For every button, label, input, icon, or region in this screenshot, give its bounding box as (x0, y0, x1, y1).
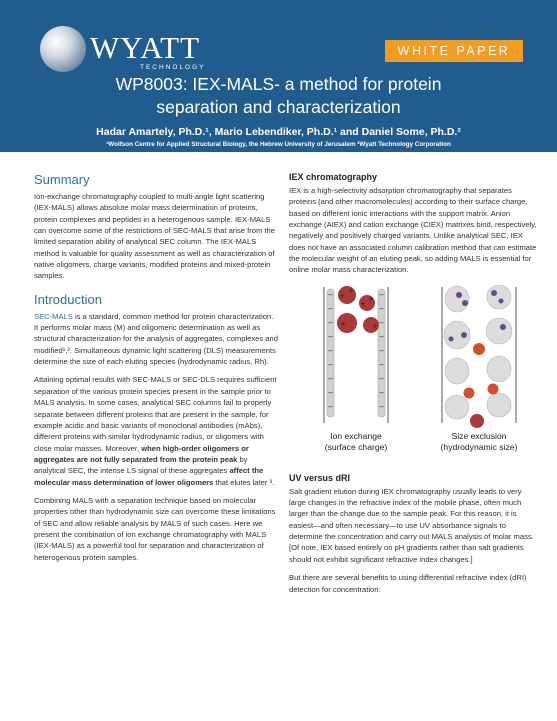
svg-text:−: − (327, 388, 334, 397)
logo-wordmark: WYATT (90, 30, 201, 65)
svg-text:−: − (327, 402, 334, 411)
left-column (34, 172, 279, 570)
logo-subtitle: TECHNOLOGY (140, 64, 206, 71)
size-exclusion-caption-title: Size exclusion (451, 430, 507, 441)
svg-text:+: + (360, 299, 366, 308)
introduction-heading: Introduction (34, 291, 102, 307)
summary-heading: Summary (34, 172, 90, 187)
svg-text:−: − (327, 346, 334, 355)
uv-dri-paragraph-1: Salt gradient elution during IEX chromatography usually leads to very large changes in the refractive index of the mobile phase, often much larger than the change due to the sample peak. For this reason, it is easiest—and often necessary—to use UV absorbance signals to determine the concentration and carry out MALS analysis of molar mass. [Of note, IEX based entirely on pH gradients rather than salt gradients should not exhibit significant refractive index changes.] (289, 486, 534, 564)
white-paper-badge: WHITE PAPER (385, 40, 523, 62)
size-exclusion-column (442, 285, 516, 428)
intro-paragraph-1 (34, 311, 279, 368)
svg-text:+: + (348, 286, 354, 295)
svg-text:−: − (378, 374, 385, 383)
iex-heading: IEX chromatography (289, 172, 378, 182)
svg-text:−: − (378, 360, 385, 369)
separation-diagram (289, 283, 539, 433)
svg-text:−: − (327, 304, 334, 313)
uv-dri-heading: UV versus dRI (289, 472, 351, 483)
svg-text:−: − (378, 402, 385, 411)
ion-exchange-column (324, 286, 388, 423)
svg-text:−: − (378, 346, 385, 355)
ion-exchange-caption-sub: (surface charge) (324, 441, 388, 452)
intro-p1-text: is a standard, common method for protein characterization. It performs molar mass (M) and oligomeric determination as well as structural characterization for the analysis of aggregates, complexes and modified¹,². Simultaneous dynamic light scattering (DLS) measurements determine the size of each eluting species (hydrodynamic radius, Rh). (34, 311, 278, 367)
svg-text:−: − (378, 332, 385, 341)
intro-paragraph-3: Combining MALS with a separation technique based on molecular properties other than hydrodynamic size can overcome these limitations of SEC and allow reliable analysis by MALS of such cases. Here we present the combination of ion exchange chromatography with MALS (IEX-MALS) as a powerful tool for separation and characterization of heterogenous protein samples. (34, 495, 276, 562)
affiliations: ¹Wolfson Centre for Applied Structural Biology, the Hebrew University of Jerusalem ²Wyatt Technology Corporation (106, 141, 451, 148)
svg-text:−: − (327, 332, 334, 341)
ion-exchange-caption-title: Ion exchange (330, 430, 382, 441)
svg-text:−: − (378, 290, 385, 299)
size-exclusion-caption-sub: (hydrodynamic size) (440, 441, 518, 452)
svg-text:+: + (339, 291, 345, 300)
intro-p2-bold-a: when high-order oligomers or aggregates are not fully separated from the protein peak (34, 443, 249, 464)
iex-text: IEX is a high-selectivity adsorption chromatography that separates proteins (and other macromolecules) according to their surface charge, based on different ionic interactions with the support matrix. Anion exchange (AIEX) and cation exchange (CIEX) matrixes bind, respectively, negatively and positively charged variants. Unlike analytical SEC, IEX does not have an associated column calibration method that can estimate the molecular weight of an eluting peak, so adding MALS is essential for online molar mass characterization. (289, 186, 537, 275)
svg-text:−: − (378, 318, 385, 327)
uv-dri-paragraph-2: But there are several benefits to using differential refractive index (dRI) detection for concentration: (289, 573, 527, 594)
page-title-line1: WP8003: IEX-MALS- a method for protein (115, 74, 442, 94)
page-title-line2: separation and characterization (156, 97, 401, 117)
svg-text:+: + (368, 294, 374, 303)
authors: Hadar Amartely, Ph.D.¹, Mario Lebendiker, Ph.D.¹ and Daniel Some, Ph.D.² (96, 126, 461, 138)
header-banner (0, 0, 557, 152)
intro-p2-text-a: Attaining optimal results with SEC-MALS or SEC-DLS requires sufficient separation of the various protein species present in the sample prior to MALS analysis. In some cases, analytical SEC columns fail to properly separate between different proteins that are present in the sample, for example acidic and basic variants of monoclonal antibodies (mAbs), different proteins with similar hydrodynamic radius, or oligomers with close molar masses. Moreover, (34, 375, 277, 453)
svg-text:−: − (327, 360, 334, 369)
intro-p2-text-c: by analytical SEC, the intense LS signal of these aggregates (34, 454, 248, 476)
ion-exchange-caption (317, 431, 395, 453)
size-exclusion-caption (429, 431, 529, 453)
svg-text:+: + (340, 319, 346, 328)
svg-text:+: + (372, 321, 378, 330)
intro-paragraph-2 (34, 374, 279, 487)
logo-orb-icon (40, 26, 86, 72)
wyatt-logo (40, 26, 250, 76)
svg-text:−: − (327, 374, 334, 383)
sec-mals-link[interactable]: SEC-MALS (34, 311, 73, 321)
svg-text:−: − (378, 388, 385, 397)
right-column (289, 172, 539, 602)
svg-text:−: − (327, 290, 334, 299)
summary-text: Ion-exchange chromatography coupled to multi-angle light scattering (IEX-MALS) allows absolute molar mass determination of proteins, protein complexes and peptides in a heterogenous sample. IEX-MALS can overcome some of the restrictions of SEC-MALS that arise from the limited separation ability of analytical SEC column. The IEX-MALS method is valuable for quality assessment as well as characterization of native oligomers, charge variants, modified proteins and mixed-protein samples. (34, 192, 275, 281)
intro-p2-bold-b: affect the molecular mass determination of lower oligomers (34, 466, 264, 487)
svg-text:−: − (378, 304, 385, 313)
svg-text:−: − (327, 318, 334, 327)
separation-figure (289, 283, 539, 465)
intro-p2-text-d: that elutes later ³. (213, 477, 275, 487)
